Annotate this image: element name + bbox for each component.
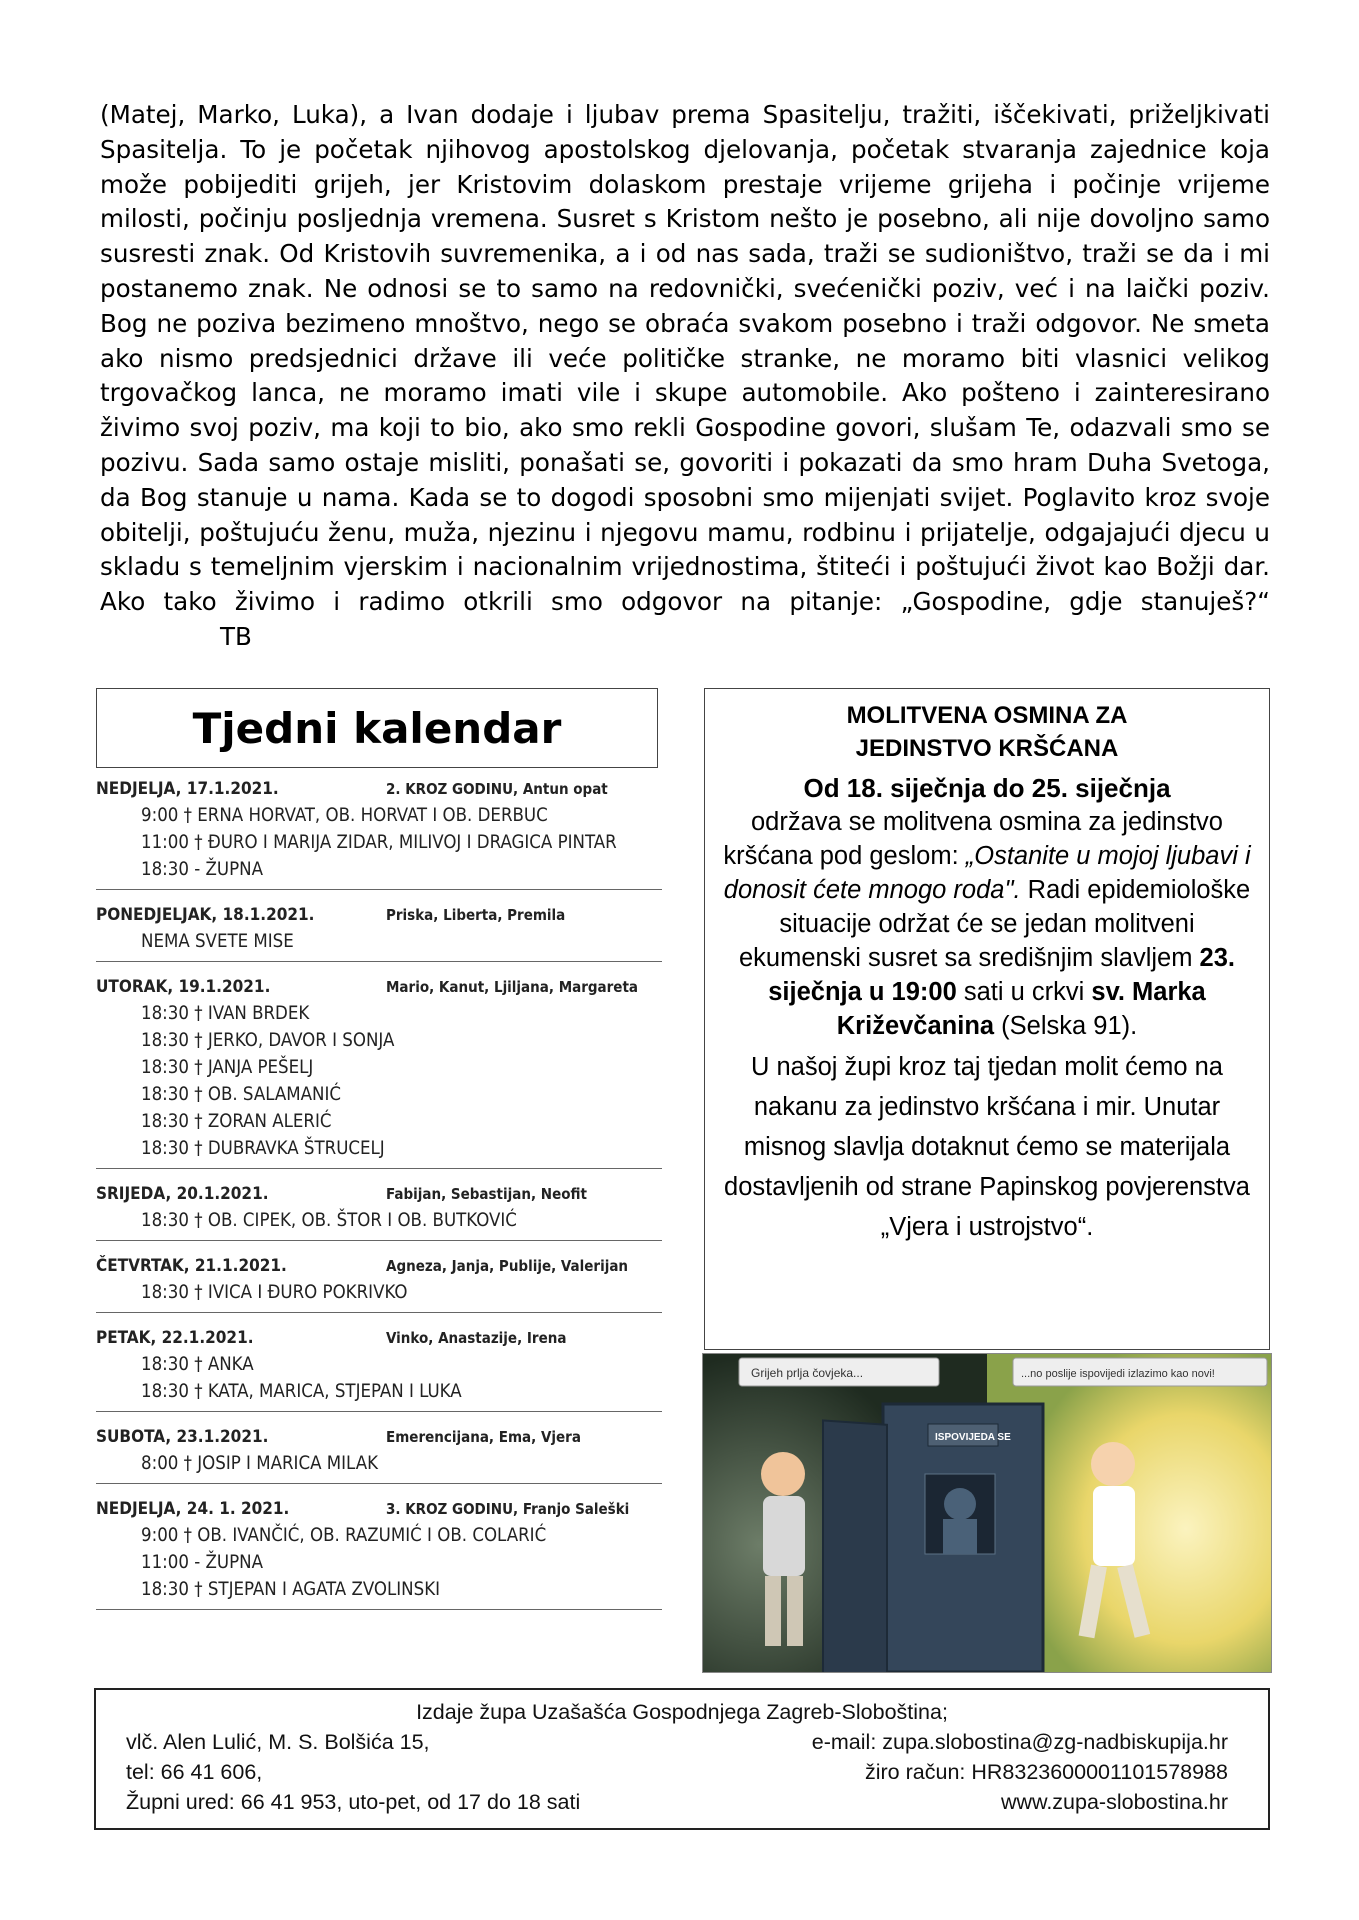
calendar-day-saints: Mario, Kanut, Ljiljana, Margareta [386, 978, 639, 996]
article-text [100, 98, 1270, 655]
calendar-day [96, 776, 662, 890]
calendar-day-name: SUBOTA, 23.1.2021. [96, 1427, 269, 1447]
calendar-day-name: SRIJEDA, 20.1.2021. [96, 1184, 269, 1204]
calendar-day-header [96, 902, 662, 928]
mass-entry: 18:30 † STJEPAN I AGATA ZVOLINSKI [141, 1579, 441, 1600]
calendar-day-name: ČETVRTAK, 21.1.2021. [96, 1256, 287, 1276]
mass-entry: 18:30 † IVAN BRDEK [141, 1003, 310, 1024]
mass-entry: 18:30 † ANKA [141, 1354, 254, 1375]
mass-entry: 18:30 † IVICA I ĐURO POKRIVKO [141, 1282, 408, 1303]
footer-office: Župni ured: 66 41 953, uto-pet, od 17 do 18 sati [126, 1790, 581, 1814]
calendar-day-header [96, 1325, 662, 1351]
calendar-day-name: NEDJELJA, 24. 1. 2021. [96, 1499, 290, 1519]
mass-entry: 11:00 - ŽUPNA [141, 1552, 263, 1573]
calendar-day-header [96, 974, 662, 1000]
mass-entry: 18:30 † JERKO, DAVOR I SONJA [141, 1030, 395, 1051]
left-caption: Grijeh prlja čovjeka... [751, 1366, 864, 1380]
article-signature: TB [220, 621, 252, 651]
footer-line-3 [126, 1790, 1228, 1815]
calendar-title-box [96, 688, 658, 768]
mass-entry: 8:00 † JOSIP I MARICA MILAK [141, 1453, 379, 1474]
mass-entry: 18:30 † DUBRAVKA ŠTRUCELJ [141, 1138, 385, 1159]
calendar-day-saints: Fabijan, Sebastijan, Neofit [386, 1185, 587, 1203]
confession-comic [702, 1353, 1272, 1673]
calendar-day-header [96, 1424, 662, 1450]
prayer-title-line2: JEDINSTVO KRŠĆANA [855, 735, 1119, 762]
footer-email: e-mail: zupa.slobostina@zg-nadbiskupija.hr [811, 1730, 1228, 1754]
door-sign: ISPOVIJEDA SE [935, 1432, 1011, 1443]
mass-entry: 18:30 † ZORAN ALERIĆ [141, 1111, 332, 1132]
prayer-text-a: održava se molitvena osmina za jedinstvo kršćana pod geslom: [723, 808, 1223, 870]
mass-entry: 18:30 † OB. CIPEK, OB. ŠTOR I OB. BUTKOVIĆ [141, 1210, 517, 1231]
prayer-paragraph-1 [723, 805, 1251, 1043]
calendar-day-saints: Priska, Liberta, Premila [386, 906, 566, 924]
calendar-day [96, 974, 662, 1169]
footer-publisher: Izdaje župa Uzašašća Gospodnjega Zagreb-Sloboština; [416, 1700, 948, 1724]
calendar-day-saints: 2. KROZ GODINU, Antun opat [386, 780, 608, 798]
calendar-day [96, 902, 662, 962]
footer-priest: vlč. Alen Lulić, M. S. Bolšića 15, [126, 1730, 430, 1754]
calendar-day-name: PETAK, 22.1.2021. [96, 1328, 254, 1348]
confession-comic-illustration [703, 1354, 1271, 1672]
mass-entry: 18:30 † JANJA PEŠELJ [141, 1057, 314, 1078]
prayer-text-d: (Selska 91). [994, 1012, 1138, 1040]
footer-line-2 [126, 1760, 1228, 1785]
calendar-day-header [96, 1496, 662, 1522]
prayer-church: sv. Marka Križevčanina [836, 978, 1206, 1040]
calendar-day-header [96, 776, 662, 802]
calendar-day-saints: 3. KROZ GODINU, Franjo Saleški [386, 1500, 630, 1518]
prayer-title [723, 699, 1251, 765]
footer-account: žiro račun: HR8323600001101578988 [865, 1760, 1228, 1784]
mass-entry: 11:00 † ĐURO I MARIJA ZIDAR, MILIVOJ I DRAGICA PINTAR [141, 832, 617, 853]
prayer-title-line1: MOLITVENA OSMINA ZA [846, 702, 1128, 729]
article-body: (Matej, Marko, Luka), a Ivan dodaje i ljubav prema Spasitelju, tražiti, iščekivati, priželjkivati Spasitelja. To je početak njihovog apostolskog djelovanja, početak stvaranja zajednice koja može pobijediti grijeh, jer Kristovim dolaskom prestaje vrijeme grijeha i počinje vrijeme milosti, počinju posljednja vremena. Susret s Kristom nešto je posebno, ali nije dovoljno samo susresti znak. Od Kristovih suvremenika, a i od nas sada, traži se sudioništvo, traži se da i mi postanemo znak. Ne odnosi se to samo na redovnički, svećenički poziv, već i na laički poziv. Bog ne poziva bezimeno mnoštvo, nego se obraća svakom posebno i traži odgovor. Ne smeta ako nismo predsjednici države ili veće političke stranke, ne moramo biti vlasnici velikog trgovačkog lanca, ne moramo imati vile i skupe automobile. Ako pošteno i zainteresirano živimo svoj poziv, ma koji to bio, ako smo rekli Gospodine govori, slušam Te, odazvali smo se pozivu. Sada samo ostaje misliti, ponašati se, govoriti i pokazati da smo hram Duha Svetoga, da Bog stanuje u nama. Kada se to dogodi sposobni smo mijenjati svijet. Poglavito kroz svoje obitelji, poštujuću ženu, muža, njezinu i njegovu mamu, rodbinu i prijatelje, odgajajući djecu u skladu s temeljnim vjerskim i nacionalnim vrijednostima, štiteći i poštujući život kao Božji dar. Ako tako živimo i radimo otkrili smo odgovor na pitanje: „Gospodine, gdje stanuješ?“ [100, 100, 1270, 617]
mass-entry: 18:30 - ŽUPNA [141, 859, 263, 880]
prayer-paragraph-2: U našoj župi kroz taj tjedan molit ćemo na nakanu za jedinstvo kršćana i mir. Unutar misnog slavlja dotaknut ćemo se materijala dostavljenih od strane Papinskog povjerenstva „Vjera i ustrojstvo“. [724, 1053, 1250, 1241]
mass-entry: 18:30 † OB. SALAMANIĆ [141, 1084, 342, 1105]
footer-web: www.zupa-slobostina.hr [1000, 1790, 1228, 1814]
right-caption: ...no poslije ispovijedi izlazimo kao novi! [1021, 1368, 1215, 1380]
calendar-day-name: UTORAK, 19.1.2021. [96, 977, 271, 997]
calendar-day-header [96, 1253, 662, 1279]
calendar-day-saints: Vinko, Anastazije, Irena [386, 1329, 567, 1347]
prayer-dates: Od 18. siječnja do 25. siječnja [803, 773, 1171, 803]
calendar-day [96, 1181, 662, 1241]
calendar-day-saints: Agneza, Janja, Publije, Valerijan [386, 1257, 629, 1275]
weekly-calendar [96, 776, 662, 1622]
calendar-day [96, 1325, 662, 1412]
calendar-day-saints: Emerencijana, Ema, Vjera [386, 1428, 581, 1446]
prayer-text-b: Radi epidemiološke situacije održat će se jedan molitveni ekumenski susret sa središnjim slavljem [738, 876, 1251, 972]
prayer-motto: „Ostanite u mojoj ljubavi i donosit ćete mnogo roda". [723, 842, 1251, 904]
calendar-title: Tjedni kalendar [192, 703, 562, 753]
calendar-day [96, 1253, 662, 1313]
calendar-day [96, 1496, 662, 1610]
mass-entry: NEMA SVETE MISE [141, 931, 294, 952]
calendar-day-name: NEDJELJA, 17.1.2021. [96, 779, 279, 799]
mass-entry: 18:30 † KATA, MARICA, STJEPAN I LUKA [141, 1381, 462, 1402]
footer-line-1 [126, 1730, 1228, 1755]
prayer-text-c: sati u crkvi [956, 978, 1092, 1006]
footer-box [94, 1688, 1270, 1830]
calendar-day-name: PONEDJELJAK, 18.1.2021. [96, 905, 315, 925]
mass-entry: 9:00 † OB. IVANČIĆ, OB. RAZUMIĆ I OB. COLARIĆ [141, 1525, 547, 1546]
mass-entry: 9:00 † ERNA HORVAT, OB. HORVAT I OB. DERBUC [141, 805, 548, 826]
calendar-day [96, 1424, 662, 1484]
footer-tel: tel: 66 41 606, [126, 1760, 263, 1784]
prayer-week-box [704, 688, 1270, 1350]
prayer-event-time: 23. siječnja u 19:00 [768, 944, 1235, 1006]
confessional-booth [823, 1404, 1043, 1672]
calendar-day-header [96, 1181, 662, 1207]
